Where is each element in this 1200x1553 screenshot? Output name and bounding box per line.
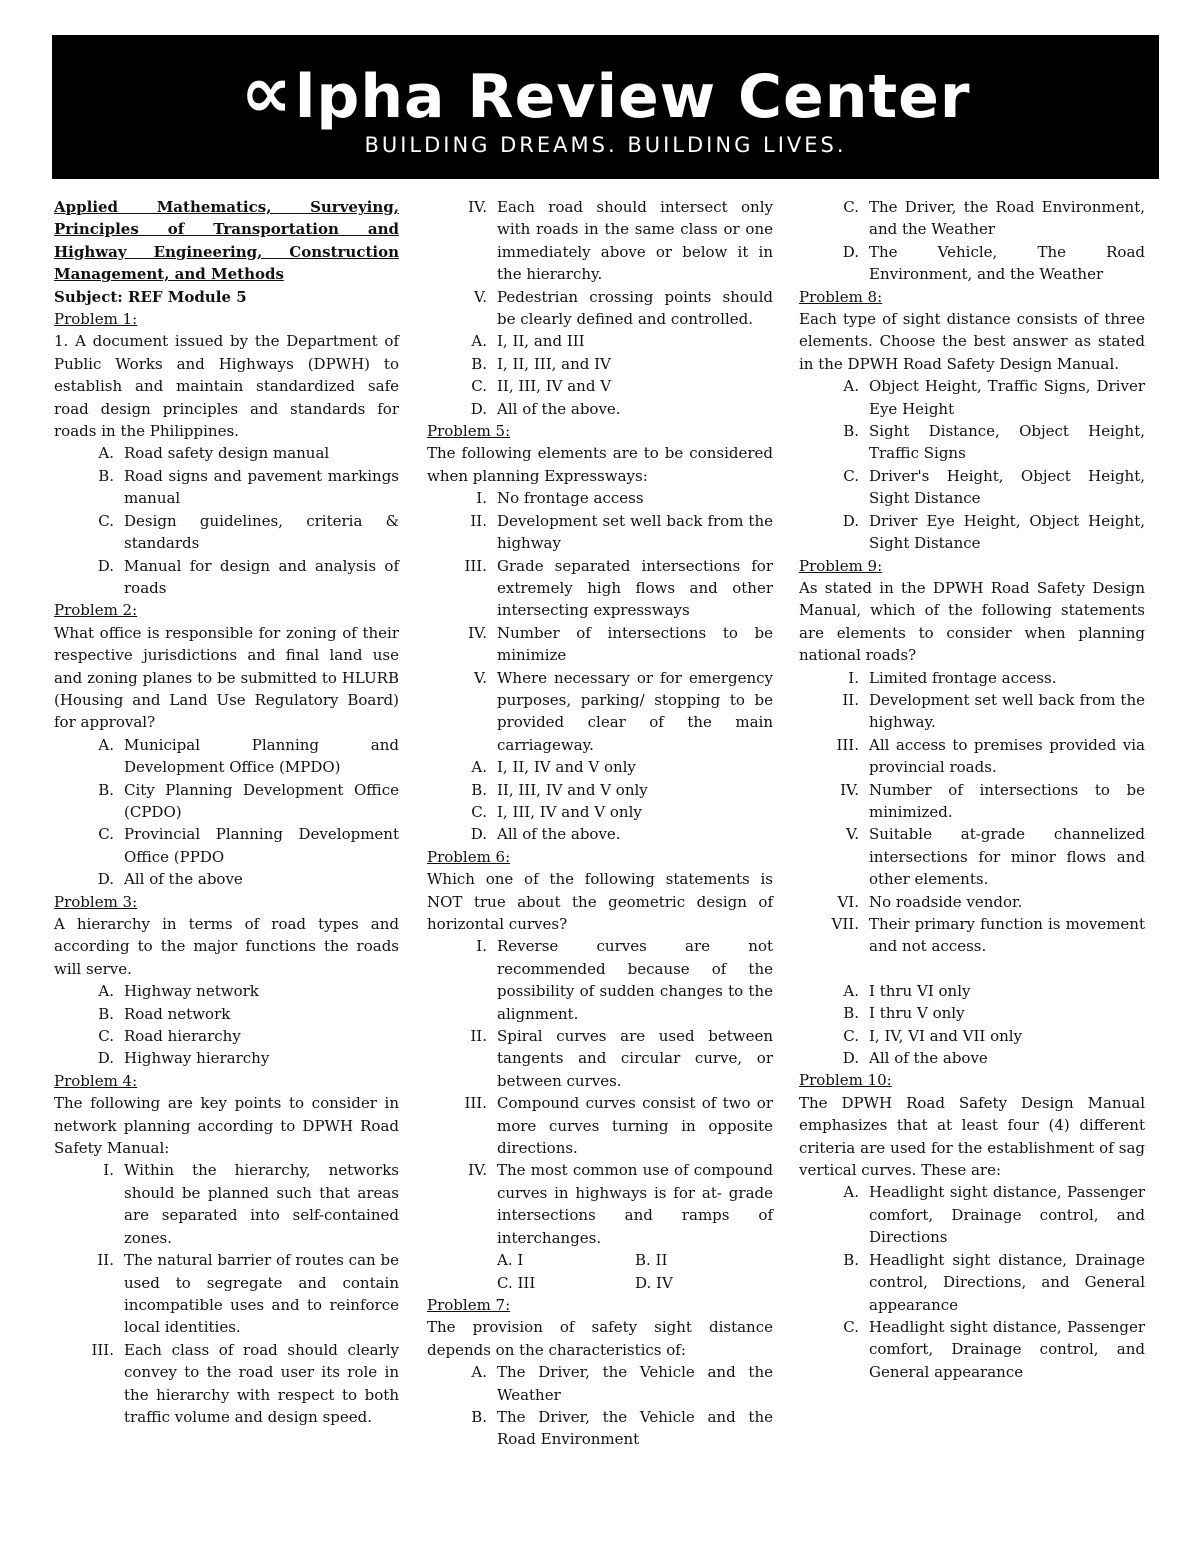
choice-item: B. I thru V only [843,1004,965,1023]
choice-item: A. Object Height, Traffic Signs, Driver Eye Height [843,377,1145,418]
statement-item: IV. Each road should intersect only with roads in the same class or one immediately above or below it in the hierarchy. [468,198,773,284]
statement-item: III. All access to premises provided via provincial roads. [836,735,1145,777]
problem-5-label: Problem 5: [427,422,511,441]
choice-item: B. Headlight sight distance, Drainage control, Directions, and General appearance [843,1250,1145,1314]
problem-2-question: What office is responsible for zoning of their respective jurisdictions and final land use and zoning planes to be submitted to HLURB (Housing and Land Use Regulatory Board) for approval? [54,623,399,732]
problem-7-label: Problem 7: [427,1295,511,1314]
statement-item: VII. Their primary function is movement and not access. [831,915,1145,956]
column-1 [54,196,399,1428]
choice-item: C. I, IV, VI and VII only [843,1026,1023,1045]
problem-10-question: The DPWH Road Safety Design Manual emphasizes that at least four (4) different criteria are used for the establishment of sag vertical curves. These are: [799,1093,1145,1180]
choice-item: C. Road hierarchy [98,1027,241,1046]
choice-item: D. All of the above [97,870,243,889]
choice-item: A. I, II, IV and V only [471,758,636,777]
choice-item: A. Road safety design manual [98,444,330,463]
alpha-logo-icon: ∝ [240,50,293,134]
statement-item: II. Development set well back from the highway. [842,690,1145,732]
statement-item: V. Where necessary or for emergency purposes, parking/ stopping to be provided clear of the main carriageway. [474,668,773,754]
problem-9-label: Problem 9: [799,556,883,575]
statement-item: IV. The most common use of compound curves in highways is for at- grade intersections and ramps of interchanges. [468,1161,773,1247]
choice-item: C. Provincial Planning Development Office (PPDO [98,825,399,866]
statement-item: III. Compound curves consist of two or more curves turning in opposite directions. [464,1094,773,1158]
choice-item: C. The Driver, the Road Environment, and the Weather [843,198,1145,239]
statement-item: I. Within the hierarchy, networks should be planned such that areas are separated into self-contained zones. [103,1161,399,1247]
statement-item: II. Development set well back from the highway [470,511,773,553]
problem-1-question: 1. A document issued by the Department of Public Works and Highways (DPWH) to establish and maintain standardized safe road design principles and standards for roads in the Philippines. [54,332,399,441]
choice-item: A. I, II, and III [471,332,585,351]
choice-row: A. I B. II [497,1251,668,1270]
choice-item: A. Headlight sight distance, Passenger comfort, Drainage control, and Directions [843,1183,1145,1247]
statement-item: V. Suitable at-grade channelized intersections for minor flows and other elements. [846,825,1145,889]
banner-title [52,50,1159,134]
problem-4-label: Problem 4: [54,1071,138,1090]
problem-1-label: Problem 1: [54,310,138,329]
statement-item: II. The natural barrier of routes can be used to segregate and contain incompatible uses and to reinforce local identities. [97,1251,399,1337]
choice-item: B. II, III, IV and V only [471,780,648,799]
choice-item: B. The Driver, the Vehicle and the Road Environment [471,1407,773,1449]
statement-item: VI. No roadside vendor. [837,892,1023,911]
statement-item: II. Spiral curves are used between tangents and circular curve, or between curves. [470,1027,773,1090]
choice-item: B. Road network [98,1004,231,1023]
choice-item: D. The Vehicle, The Road Environment, and the Weather [842,242,1145,284]
problem-10-label: Problem 10: [799,1071,892,1090]
choice-item: C. Design guidelines, criteria & standards [98,511,399,553]
choice-item: C. Headlight sight distance, Passenger comfort, Drainage control, and General appearance [843,1317,1145,1381]
module-subject: Subject: REF Module 5 [54,287,247,306]
problem-5-question: The following elements are to be considered when planning Expressways: [427,444,773,485]
problem-7-question: The provision of safety sight distance depends on the characteristics of: [427,1318,773,1359]
statement-item: I. Reverse curves are not recommended because of the possibility of sudden changes to the alignment. [476,937,773,1023]
choice-item: C. II, III, IV and V [471,377,612,396]
choice-item: D. All of the above [842,1049,988,1068]
module-title: Applied Mathematics, Surveying, Principles of Transportation and Highway Engineering, Construction Management, and Methods [54,198,399,284]
choice-item: A. The Driver, the Vehicle and the Weather [471,1363,773,1404]
column-2 [427,196,773,1451]
problem-4-question: The following are key points to consider in network planning according to DPWH Road Safety Manual: [54,1094,399,1158]
choice-item: C. Driver's Height, Object Height, Sight Distance [843,466,1145,508]
problem-6-question: Which one of the following statements is NOT true about the geometric design of horizontal curves? [427,870,773,933]
statement-item: III. Each class of road should clearly convey to the road user its role in the hierarchy with respect to both traffic volume and design speed. [91,1340,399,1426]
choice-item: B. I, II, III, and IV [471,354,611,373]
choice-item: A. Highway network [98,982,259,1001]
spacer [799,958,1145,980]
choice-item: C. I, III, IV and V only [471,802,642,821]
choice-item: D. Manual for design and analysis of roads [97,556,399,597]
statement-item: IV. Number of intersections to be minimized. [840,780,1145,821]
choice-row: C. III D. IV [497,1273,673,1292]
banner-tagline: BUILDING DREAMS. BUILDING LIVES. [364,133,847,157]
banner-title-text: lpha Review Center [294,62,971,132]
statement-item: IV. Number of intersections to be minimize [468,623,773,665]
choice-item: D. All of the above. [470,825,621,844]
statement-item: I. Limited frontage access. [848,668,1057,687]
choice-item: D. Driver Eye Height, Object Height, Sight Distance [842,511,1145,553]
problem-9-question: As stated in the DPWH Road Safety Design Manual, which of the following statements are elements to consider when planning national roads? [799,578,1145,665]
problem-3-question: A hierarchy in terms of road types and according to the major functions the roads will serve. [54,915,399,978]
problem-2-label: Problem 2: [54,601,138,620]
choice-item: A. I thru VI only [843,981,971,1000]
choice-item: B. City Planning Development Office (CPDO) [98,780,399,821]
problem-6-label: Problem 6: [427,847,511,866]
choice-item: B. Road signs and pavement markings manual [98,466,399,508]
problem-8-question: Each type of sight distance consists of three elements. Choose the best answer as stated in the DPWH Road Safety Design Manual. [799,310,1145,373]
choice-item: A. Municipal Planning and Development Office (MPDO) [98,735,399,777]
problem-3-label: Problem 3: [54,892,138,911]
statement-item: III. Grade separated intersections for extremely high flows and other intersecting expressways [464,556,773,620]
problem-8-label: Problem 8: [799,287,883,306]
choice-item: D. All of the above. [470,399,621,418]
column-3 [799,196,1145,1383]
header-banner [52,35,1159,179]
choice-item: D. Highway hierarchy [97,1049,270,1068]
statement-item: V. Pedestrian crossing points should be clearly defined and controlled. [474,287,773,329]
statement-item: I. No frontage access [476,489,644,508]
choice-item: B. Sight Distance, Object Height, Traffic Signs [843,422,1145,463]
